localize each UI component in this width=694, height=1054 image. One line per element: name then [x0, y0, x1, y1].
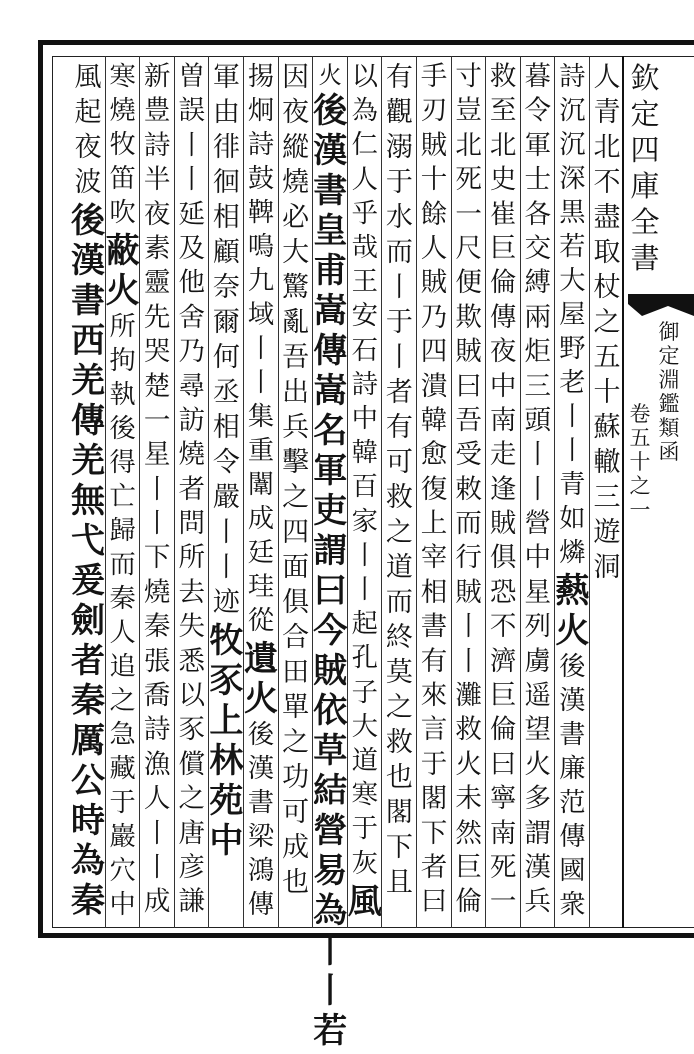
- column-rule: [312, 56, 313, 928]
- text-column: 暮 令 軍 士 各 交 縛 兩 炬 三 頭 丨 丨 營 中 星 列 虜 遥 望 火 多 謂 漢 兵: [524, 61, 552, 918]
- column-rule: [589, 56, 590, 928]
- text-column: 風 起 夜 波 後 漢 書 西 羌 傳 羌 無 弋 爰 劍 者 秦 厲 公 時 為 秦: [71, 62, 105, 921]
- book-name: 御 定 淵 鑑 類 函: [658, 320, 680, 464]
- column-rule: [485, 56, 486, 928]
- column-rule: [416, 56, 417, 928]
- column-rule: [208, 56, 209, 928]
- column-rule: [139, 56, 140, 928]
- column-rule: [347, 56, 348, 928]
- column-rule: [451, 56, 452, 928]
- juan-label: 卷 五 十 之 一: [629, 402, 651, 522]
- text-column: 寸 豈 北 死 一 尺 便 欺 賊 曰 吾 受 敕 而 行 賊 丨 丨 灘 救 火 未 然 巨 倫: [455, 61, 482, 918]
- column-rule: [554, 56, 555, 928]
- column-rule: [174, 56, 175, 928]
- column-rule: [105, 56, 106, 928]
- text-column: 新 豊 詩 半 夜 素 靈 先 哭 楚 一 星 丨 丨 下 燒 秦 張 喬 詩 漁 人 丨 丨 成: [143, 61, 171, 918]
- text-column: 以 為 仁 人 乎 哉 王 安 石 詩 中 韓 百 家 丨 丨 起 孔 子 大 道 寒 于 灰 風: [347, 62, 382, 922]
- text-column: 手 刃 賊 十 餘 人 賊 乃 四 潰 韓 愈 復 上 宰 相 書 有 來 言 于 閣 下 者 曰: [420, 61, 448, 918]
- book-title: 欽 定 四 庫 全 書: [630, 61, 660, 275]
- text-column: 救 至 北 史 崔 巨 倫 傳 夜 中 南 走 逢 賊 俱 恐 不 濟 巨 倫 曰 寧 南 死 一: [489, 61, 517, 918]
- column-rule: [278, 56, 279, 928]
- text-column: 詩 沉 沉 深 黒 若 大 屋 野 老 丨 丨 青 如 燐 爇 火 後 漢 書 廉 范 傳 國 衆: [555, 62, 590, 920]
- column-rule: [520, 56, 521, 928]
- text-column: 有 觀 溺 于 水 而 丨 于 丨 者 有 可 救 之 道 而 終 莫 之 救 也 閣 下 且: [385, 62, 413, 898]
- text-column: 因 夜 縱 燒 必 大 驚 亂 吾 出 兵 擊 之 四 面 俱 合 田 單 之 功 可 成 也: [282, 62, 310, 898]
- text-column: 曽 誤 丨 丨 延 及 他 舍 乃 尋 訪 燒 者 問 所 去 失 悉 以 豕 償 之 唐 彦 謙: [178, 61, 206, 918]
- text-column: 火 後 漢 書 皇 甫 嵩 傳 嵩 名 軍 吏 謂 曰 今 賊 依 草 結 營 易 為 丨 丨 若: [313, 61, 348, 1052]
- text-column: 掦 炯 詩 鼓 鞞 鳴 九 域 丨 丨 集 重 闈 成 廷 珪 從 遺 火 後 漢 書 梁 鴻 傳: [244, 62, 278, 920]
- fish-tail-mark: [628, 294, 694, 318]
- column-rule: [243, 56, 244, 928]
- text-column: 人 青 北 不 盡 取 杖 之 五 十 蘇 轍 三 遊 洞: [593, 62, 621, 583]
- text-column: 寒 燒 牧 笛 吹 蔽 火 所 拘 執 後 得 亡 歸 而 秦 人 追 之 急 藏 于 巖 穴 中: [105, 62, 140, 920]
- text-column: 軍 由 徘 徊 相 顧 奈 爾 何 丞 相 令 嚴 丨 丨 迹 牧 豕 上 林 苑 中: [209, 62, 244, 861]
- column-rule: [381, 56, 382, 928]
